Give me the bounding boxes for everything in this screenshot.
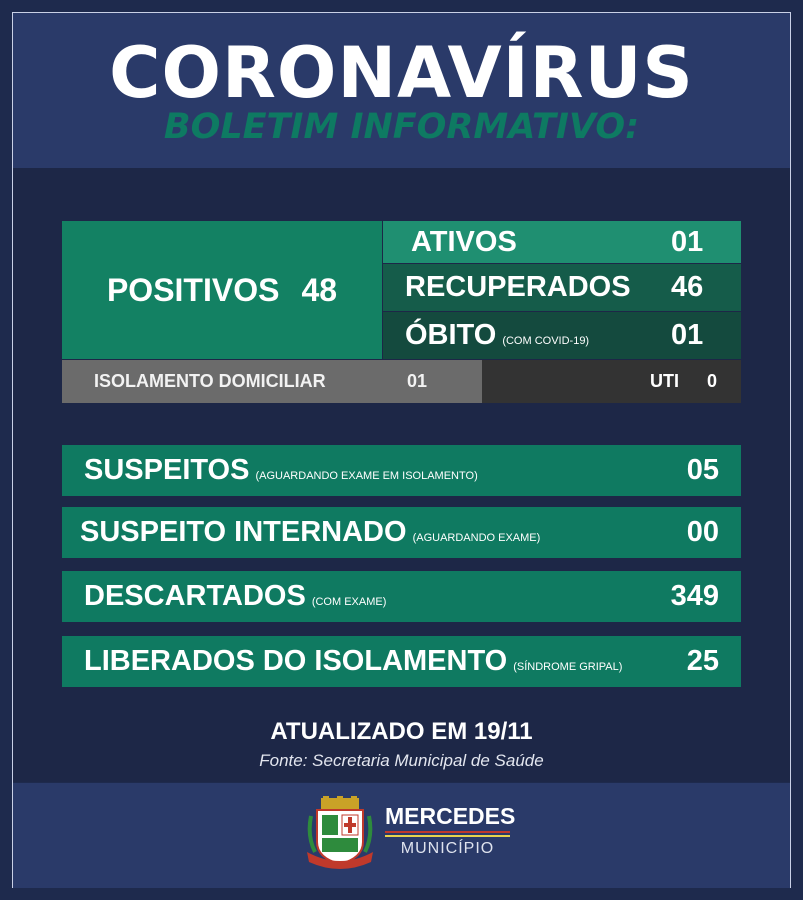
isolamento-label: ISOLAMENTO DOMICILIAR (94, 371, 326, 391)
uti-box (482, 360, 741, 403)
positivos-box (62, 221, 382, 359)
suspeitos-label-wrap (62, 454, 687, 487)
liberados-label: LIBERADOS DO ISOLAMENTO (84, 645, 508, 677)
ativos-label: ATIVOS (411, 225, 517, 258)
suspeitos-label: SUSPEITOS (84, 454, 250, 486)
brand-rule-red (385, 831, 510, 833)
suspeito-internado-value: 00 (686, 516, 719, 548)
updated-date: ATUALIZADO EM 19/11 (270, 718, 533, 745)
liberados-bar (62, 636, 741, 687)
recuperados-value: 46 (671, 271, 704, 303)
suspeito-internado-note: (AGUARDANDO EXAME) (412, 532, 541, 544)
suspeitos-note: (AGUARDANDO EXAME EM ISOLAMENTO) (255, 470, 478, 482)
obito-value: 01 (671, 319, 704, 351)
ativos-row (383, 221, 741, 263)
liberados-label-wrap (62, 645, 687, 678)
descartados-note: (COM EXAME) (311, 596, 387, 608)
obito-label: ÓBITO (405, 319, 497, 351)
obito-label-wrap (383, 319, 671, 352)
brand-name: MERCEDES (385, 803, 516, 829)
recuperados-label: RECUPERADOS (405, 271, 631, 303)
descartados-bar (62, 571, 741, 622)
page-subtitle: BOLETIM INFORMATIVO: (163, 107, 640, 147)
source-note: Fonte: Secretaria Municipal de Saúde (259, 751, 544, 770)
obito-note: (COM COVID-19) (502, 335, 590, 347)
suspeito-internado-label-wrap (62, 516, 687, 549)
suspeitos-bar (62, 445, 741, 496)
page-title: CORONAVÍRUS (109, 32, 694, 114)
suspeito-internado-label: SUSPEITO INTERNADO (80, 516, 407, 548)
suspeitos-value: 05 (686, 454, 719, 486)
positivos-label: POSITIVOS (106, 271, 280, 308)
suspeito-internado-bar (62, 507, 741, 558)
uti-value: 0 (706, 371, 717, 391)
brand-sub: MUNICÍPIO (400, 840, 495, 858)
recuperados-row (383, 264, 741, 311)
descartados-label-wrap (62, 580, 671, 613)
descartados-label: DESCARTADOS (84, 580, 306, 612)
brand-rule-yellow (385, 835, 510, 837)
descartados-value: 349 (670, 580, 719, 612)
brand-block (385, 803, 516, 858)
liberados-note: (SÍNDROME GRIPAL) (513, 661, 623, 673)
uti-label: UTI (649, 371, 679, 391)
obito-row (383, 312, 741, 359)
liberados-value: 25 (686, 645, 719, 677)
ativos-value: 01 (671, 225, 704, 258)
isolamento-value: 01 (407, 371, 428, 391)
municipal-coat-of-arms-icon (305, 796, 375, 870)
positivos-value: 48 (301, 271, 338, 308)
isolamento-box (62, 360, 482, 403)
